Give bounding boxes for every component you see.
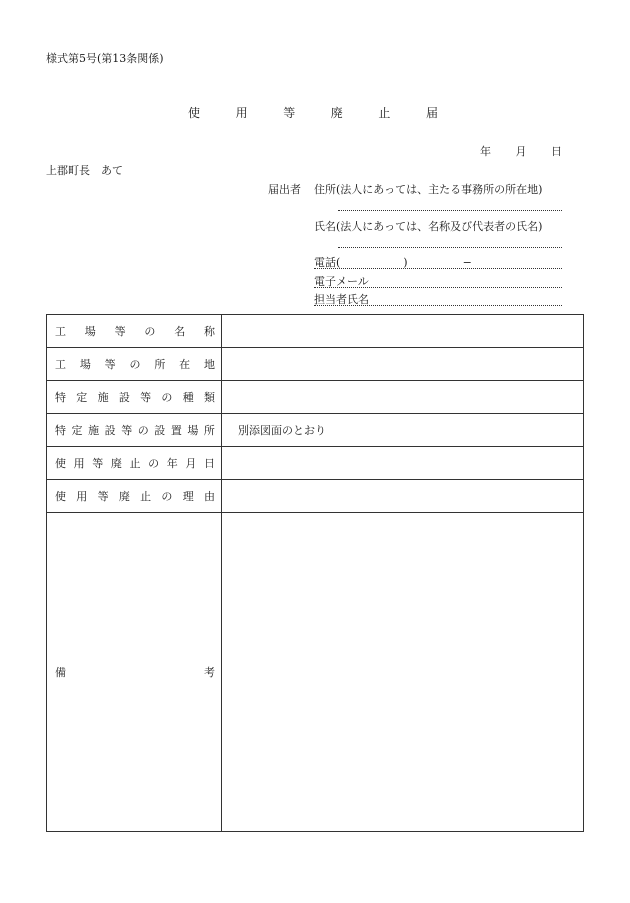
details-table xyxy=(46,314,584,832)
document-title xyxy=(188,104,438,121)
title-char: 用 xyxy=(235,106,248,120)
name-line xyxy=(338,247,562,248)
table-row xyxy=(47,414,584,447)
contact-line xyxy=(314,305,562,306)
phone-close: ) xyxy=(403,256,408,269)
addressee: 上郡町長 あて xyxy=(46,164,123,177)
table-row xyxy=(47,480,584,513)
title-char: 届 xyxy=(425,106,438,120)
table-row xyxy=(47,315,584,348)
phone-label: 電話( xyxy=(314,256,341,269)
row-label-facility-location: 工 場 等 の 所 在 地 xyxy=(47,348,222,381)
row-label-discontinuation-date: 使 用 等 廃 止 の 年 月 日 xyxy=(47,447,222,480)
phone-line xyxy=(314,268,562,269)
date-year: 年 xyxy=(480,145,491,158)
email-label: 電子メール xyxy=(314,275,369,288)
row-label-equipment-location: 特 定 施 設 等 の 設 置 場 所 xyxy=(47,414,222,447)
title-char: 廃 xyxy=(330,106,343,120)
email-line xyxy=(314,287,562,288)
row-value-facility-location[interactable] xyxy=(222,348,584,381)
form-number: 様式第5号(第13条関係) xyxy=(46,52,164,65)
row-value-facility-name[interactable] xyxy=(222,315,584,348)
address-label: 住所(法人にあっては、主たる事務所の所在地) xyxy=(314,183,543,196)
table-row-remarks xyxy=(47,513,584,832)
row-label-discontinuation-reason: 使 用 等 廃 止 の 理 由 xyxy=(47,480,222,513)
address-line xyxy=(338,210,562,211)
title-char: 等 xyxy=(283,106,296,120)
date-field xyxy=(480,143,562,159)
row-label-equipment-type: 特 定 施 設 等 の 種 類 xyxy=(47,381,222,414)
contact-label: 担当者氏名 xyxy=(314,293,369,306)
table-row xyxy=(47,381,584,414)
table-row xyxy=(47,348,584,381)
table-row xyxy=(47,447,584,480)
row-value-discontinuation-date[interactable] xyxy=(222,447,584,480)
row-value-equipment-type[interactable] xyxy=(222,381,584,414)
title-char: 止 xyxy=(378,106,391,120)
date-month: 月 xyxy=(515,145,527,158)
title-char: 使 xyxy=(188,106,201,120)
name-label: 氏名(法人にあっては、名称及び代表者の氏名) xyxy=(314,220,543,233)
row-label-facility-name: 工 場 等 の 名 称 xyxy=(47,315,222,348)
row-value-remarks[interactable] xyxy=(222,513,584,832)
applicant-label: 届出者 xyxy=(268,183,301,196)
row-value-discontinuation-reason[interactable] xyxy=(222,480,584,513)
row-value-equipment-location[interactable]: 別添図面のとおり xyxy=(222,414,584,447)
phone-dash: − xyxy=(462,256,472,269)
date-day: 日 xyxy=(551,145,562,158)
row-label-remarks: 備 考 xyxy=(47,513,222,832)
